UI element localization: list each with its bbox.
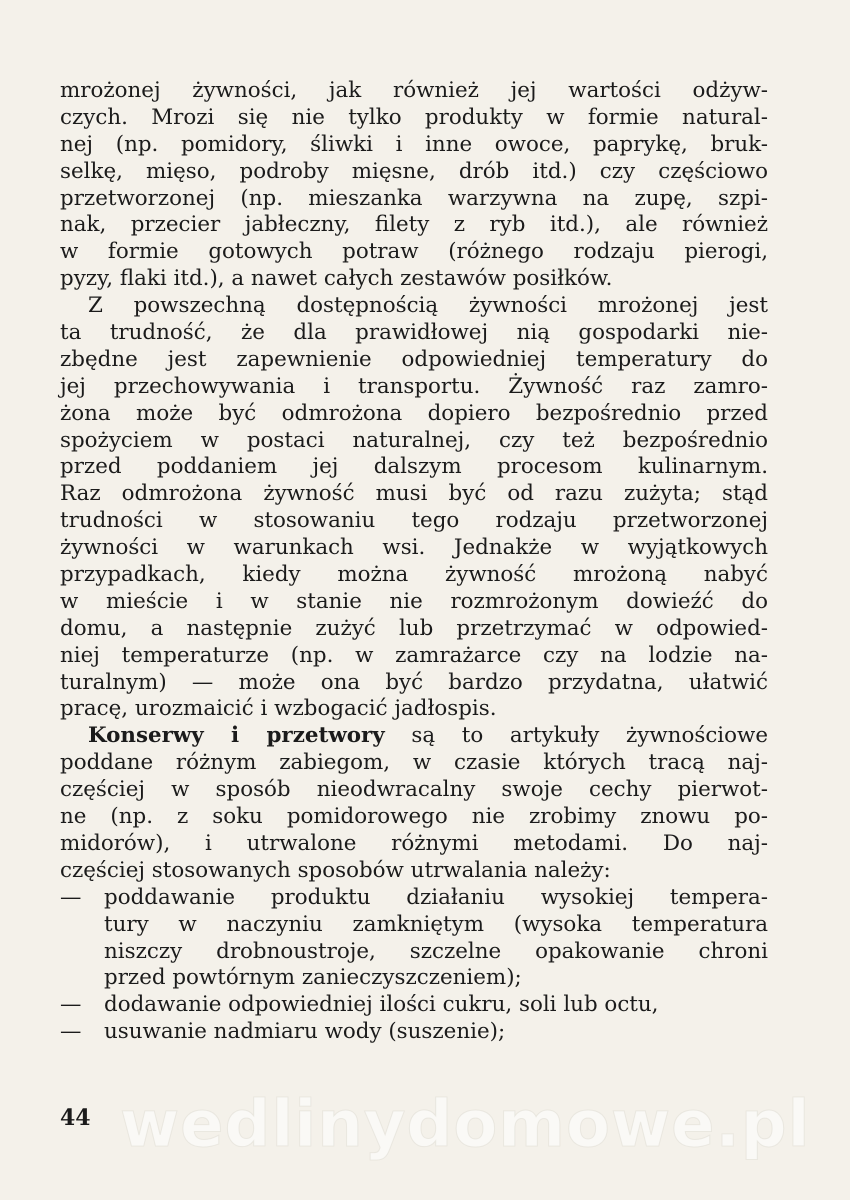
text-line: nak, przecier jabłeczny, filety z ryb itd.), ale również [60, 212, 768, 238]
dash-marker: — [60, 884, 82, 910]
text-line: przed powtórnym zanieczyszczeniem); [104, 965, 522, 991]
text-line: w formie gotowych potraw (różnego rodzaju pierogi, [60, 239, 768, 265]
dash-marker: — [60, 1019, 82, 1045]
list-item [60, 885, 768, 912]
text-line: trudności w stosowaniu tego rodzaju przetworzonej [60, 508, 768, 534]
text-line: pracę, urozmaicić i wzbogacić jadłospis. [60, 696, 497, 722]
text-line: pyzy, flaki itd.), a nawet całych zestawów posiłków. [60, 266, 613, 292]
text-line: mrożonej żywności, jak również jej wartości odżyw- [60, 78, 768, 103]
text-line: przypadkach, kiedy można żywność mrożoną nabyć [60, 562, 768, 588]
text-line: Z powszechną dostępnością żywności mrożonej jest [88, 293, 768, 319]
text-line: żywności w warunkach wsi. Jednakże w wyjątkowych [60, 535, 768, 561]
text-line: poddane różnym zabiegom, w czasie których tracą naj- [60, 750, 768, 776]
text-line: midorów), i utrwalone różnymi metodami. Do naj- [60, 830, 768, 856]
text-span: dodawanie odpowiedniej ilości cukru, soli lub octu, [104, 992, 659, 1018]
text-line: przetworzonej (np. mieszanka warzywna na zupę, szpi- [60, 185, 768, 211]
text-line: w mieście i w stanie nie rozmrożonym dowieźć do [60, 588, 768, 614]
paragraph-availability [60, 293, 768, 723]
text-line: nej (np. pomidory, śliwki i inne owoce, paprykę, bruk- [60, 131, 768, 157]
text-line: przed poddaniem jej dalszym procesom kulinarnym. [60, 454, 768, 480]
text-line: częściej w sposób nieodwracalny swoje cechy pierwot- [60, 777, 768, 803]
text-line: niszczy drobnoustroje, szczelne opakowanie chroni [104, 938, 768, 964]
bold-term: Konserwy i przetwory [88, 723, 385, 749]
text-line: Raz odmrożona żywność musi być od razu zużyta; stąd [60, 481, 768, 507]
text-line: zbędne jest zapewnienie odpowiedniej temperatury do [60, 346, 768, 372]
text-line: ne (np. z soku pomidorowego nie zrobimy znowu po- [60, 804, 768, 830]
page-number: 44 [60, 1105, 91, 1131]
dash-marker: — [60, 992, 82, 1018]
text-line: częściej stosowanych sposobów utrwalania należy: [60, 857, 611, 883]
text-line: tury w naczyniu zamkniętym (wysoka temperatura [104, 911, 768, 937]
text-line [60, 723, 768, 750]
text-span: usuwanie nadmiaru wody (suszenie); [104, 1019, 506, 1045]
watermark: wedlinydomowe.pl [120, 1088, 811, 1162]
text-line: ta trudność, że dla prawidłowej nią gospodarki nie- [60, 320, 768, 346]
text-line: spożyciem w postaci naturalnej, czy też bezpośrednio [60, 427, 768, 453]
text-line: turalnym) — może ona być bardzo przydatna, ułatwić [60, 669, 768, 695]
text-line: jej przechowywania i transportu. Żywność raz zamro- [60, 373, 768, 399]
text-line: selkę, mięso, podroby mięsne, drób itd.) czy częściowo [60, 158, 768, 184]
paragraph-preserves [60, 723, 768, 884]
list-item [60, 1019, 768, 1046]
text-span: są to artykuły żywnościowe [384, 723, 768, 749]
list-item [60, 992, 768, 1019]
text-line: czych. Mrozi się nie tylko produkty w formie natural- [60, 104, 768, 130]
text-line: niej temperaturze (np. w zamrażarce czy na lodzie na- [60, 642, 768, 668]
preservation-methods-list [60, 885, 768, 1046]
paragraph-frozen-food [60, 78, 768, 293]
text-line: żona może być odmrożona dopiero bezpośrednio przed [60, 400, 768, 426]
text-line: domu, a następnie zużyć lub przetrzymać w odpowied- [60, 615, 768, 641]
text-span: poddawanie produktu działaniu wysokiej tempera- [104, 884, 768, 910]
page-body [60, 78, 768, 1046]
